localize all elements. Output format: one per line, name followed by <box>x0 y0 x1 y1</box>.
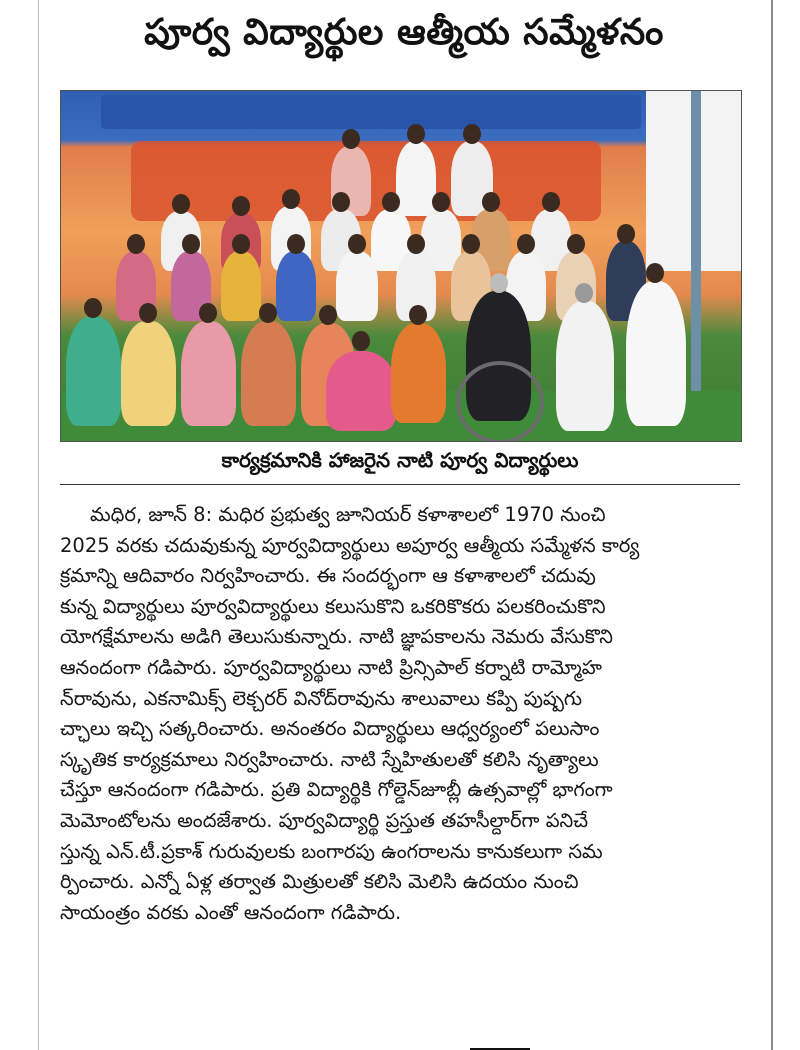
next-article-headline-fragment <box>240 1032 640 1050</box>
article-body-line: సాయంత్రం వరకు ఎంతో ఆనందంగా గడిపారు. <box>60 900 402 924</box>
article-body-line: న్‌రావును, ఎకనామిక్స్ లెక్చరర్ వినోద్‌రావును శాలువాలు కప్పి పుష్పగు <box>60 686 582 710</box>
article-body-line: చేస్తూ ఆనందంగా గడిపారు. ప్రతి విద్యార్థికి గోల్డెన్‌జూబ్లీ ఉత్సవాల్లో భాగంగా <box>60 778 613 802</box>
photo-caption: కార్యక్రమానికి హాజరైన నాటి పూర్వ విద్యార్థులు <box>221 448 579 472</box>
article-headline: పూర్వ విద్యార్థుల ఆత్మీయ సమ్మేళనం <box>144 12 664 53</box>
article-body-line: స్తున్న ఎన్.టీ.ప్రకాశ్ గురువులకు బంగారపు ఉంగరాలను కానుకలుగా సమ <box>60 839 603 863</box>
article-body-line: చ్ఛాలు ఇచ్చి సత్కరించారు. అనంతరం విద్యార్థులు ఆధ్వర్యంలో పలుసాం <box>60 717 600 741</box>
article-photo <box>60 90 742 442</box>
caption-divider <box>60 484 740 485</box>
article-body-line: స్కృతిక కార్యక్రమాలు నిర్వహించారు. నాటి స్నేహితులతో కలిసి నృత్యాలు <box>60 747 599 771</box>
article-body-line: యోగక్షేమాలను అడిగి తెలుసుకున్నారు. నాటి జ్ఞాపకాలను నెమరు వేసుకొని <box>60 625 613 649</box>
article-body-line: కున్న విద్యార్థులు పూర్వవిద్యార్థులు కలుసుకొని ఒకరికొకరు పలకరించుకొని <box>60 594 606 618</box>
left-margin <box>0 0 39 1050</box>
article-body-line: ఆనందంగా గడిపారు. పూర్వవిద్యార్థులు నాటి ప్రిన్సిపాల్ కర్నాటి రామ్మోహ <box>60 655 602 679</box>
article-body-line: 2025 వరకు చదువుకున్న పూర్వవిద్యార్థులు అపూర్వ ఆత్మీయ సమ్మేళన కార్య <box>60 533 640 557</box>
article-body-line: ర్పించారు. ఎన్నో ఏళ్ల తర్వాత మిత్రులతో కలిసి మెలిసి ఉదయం నుంచి <box>60 870 579 894</box>
article-body-line: మధిర, జూన్ 8: మధిర ప్రభుత్వ జూనియర్ కళాశాలలో 1970 నుంచి <box>90 503 606 526</box>
cropped-headline-glyphs <box>240 1042 640 1050</box>
column-divider <box>771 0 773 1050</box>
adjacent-column-fragment <box>776 0 800 1050</box>
article-body <box>60 500 740 928</box>
news-article <box>40 0 768 1050</box>
article-body-line: క్రమాన్ని ఆదివారం నిర్వహించారు. ఈ సందర్భంగా ఆ కళాశాలలో చదువు <box>60 564 596 588</box>
article-body-line: మెమోంటోలను అందజేశారు. పూర్వవిద్యార్థి ప్రస్తుత తహసీల్దార్‌గా పనిచే <box>60 808 589 832</box>
